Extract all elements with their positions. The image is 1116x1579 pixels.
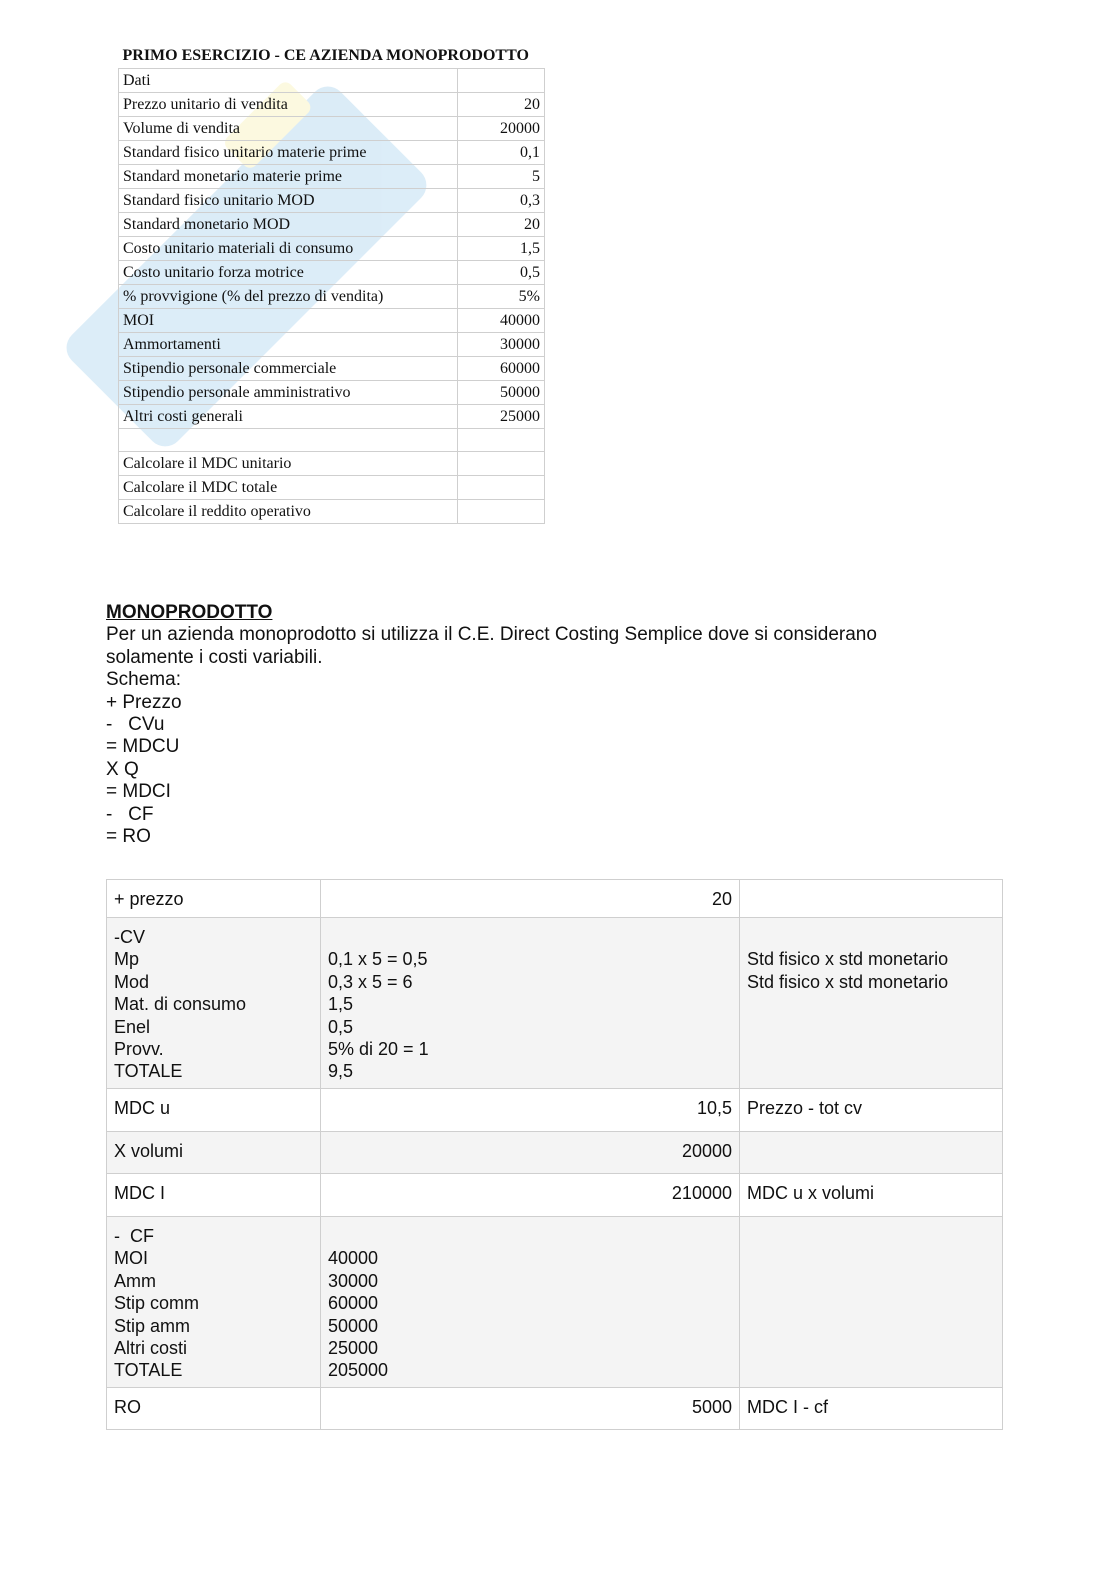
table-row: MDC I 210000 MDC u x volumi [107, 1174, 1003, 1217]
schema-line: = MDCU [106, 736, 180, 758]
table-row: Stipendio personale commerciale 60000 [119, 357, 545, 381]
direct-costing-table [106, 879, 1003, 1430]
question-row: Calcolare il MDC unitario [119, 452, 545, 476]
section-heading: MONOPRODOTTO [106, 602, 273, 623]
intro-line: Per un azienda monoprodotto si utilizza il C.E. Direct Costing Semplice dove si considerano [106, 624, 877, 646]
table-row: Costo unitario materiali di consumo 1,5 [119, 237, 545, 261]
exercise-data-table [118, 44, 545, 524]
intro-line: solamente i costi variabili. [106, 646, 323, 668]
table-row: -CV Mp Mod Mat. di consumo Enel Provv. TOTALE 0,1 x 5 = 0,5 0,3 x 5 = 6 1,5 0,5 5% di 20 = 1 9,5 Std fisico x std monetario Std fisico x std monetario [107, 918, 1003, 1089]
table-row: Standard monetario materie prime 5 [119, 165, 545, 189]
schema-line: - CF [106, 803, 154, 825]
table-row: MDC u 10,5 Prezzo - tot cv [107, 1089, 1003, 1132]
table-row: Standard fisico unitario materie prime 0,1 [119, 141, 545, 165]
schema-line: = MDCI [106, 781, 171, 803]
table-row: Altri costi generali 25000 [119, 405, 545, 429]
table-row: X volumi 20000 [107, 1132, 1003, 1174]
table-row: Stipendio personale amministrativo 50000 [119, 381, 545, 405]
schema-line: + Prezzo [106, 691, 182, 713]
schema-line: - CVu [106, 714, 165, 736]
table-row: MOI 40000 [119, 309, 545, 333]
table-row: + prezzo 20 [107, 880, 1003, 918]
schema-line: = RO [106, 826, 151, 848]
exercise-title: PRIMO ESERCIZIO - CE AZIENDA MONOPRODOTTO [122, 47, 529, 64]
blank-row [119, 429, 545, 452]
data-header: Dati [119, 69, 458, 93]
table-row: % provvigione (% del prezzo di vendita) 5% [119, 285, 545, 309]
table-row: Prezzo unitario di vendita 20 [119, 93, 545, 117]
table-row: RO 5000 MDC I - cf [107, 1388, 1003, 1430]
table-row: Standard monetario MOD 20 [119, 213, 545, 237]
question-row: Calcolare il MDC totale [119, 476, 545, 500]
schema-line: X Q [106, 758, 139, 780]
schema-label: Schema: [106, 669, 181, 691]
question-row: Calcolare il reddito operativo [119, 500, 545, 524]
table-row: Volume di vendita 20000 [119, 117, 545, 141]
monoprodotto-section [106, 602, 1006, 848]
table-row: - CF MOI Amm Stip comm Stip amm Altri costi TOTALE 40000 30000 60000 50000 25000 205000 [107, 1217, 1003, 1388]
table-row: Ammortamenti 30000 [119, 333, 545, 357]
table-row: Standard fisico unitario MOD 0,3 [119, 189, 545, 213]
table-row: Costo unitario forza motrice 0,5 [119, 261, 545, 285]
